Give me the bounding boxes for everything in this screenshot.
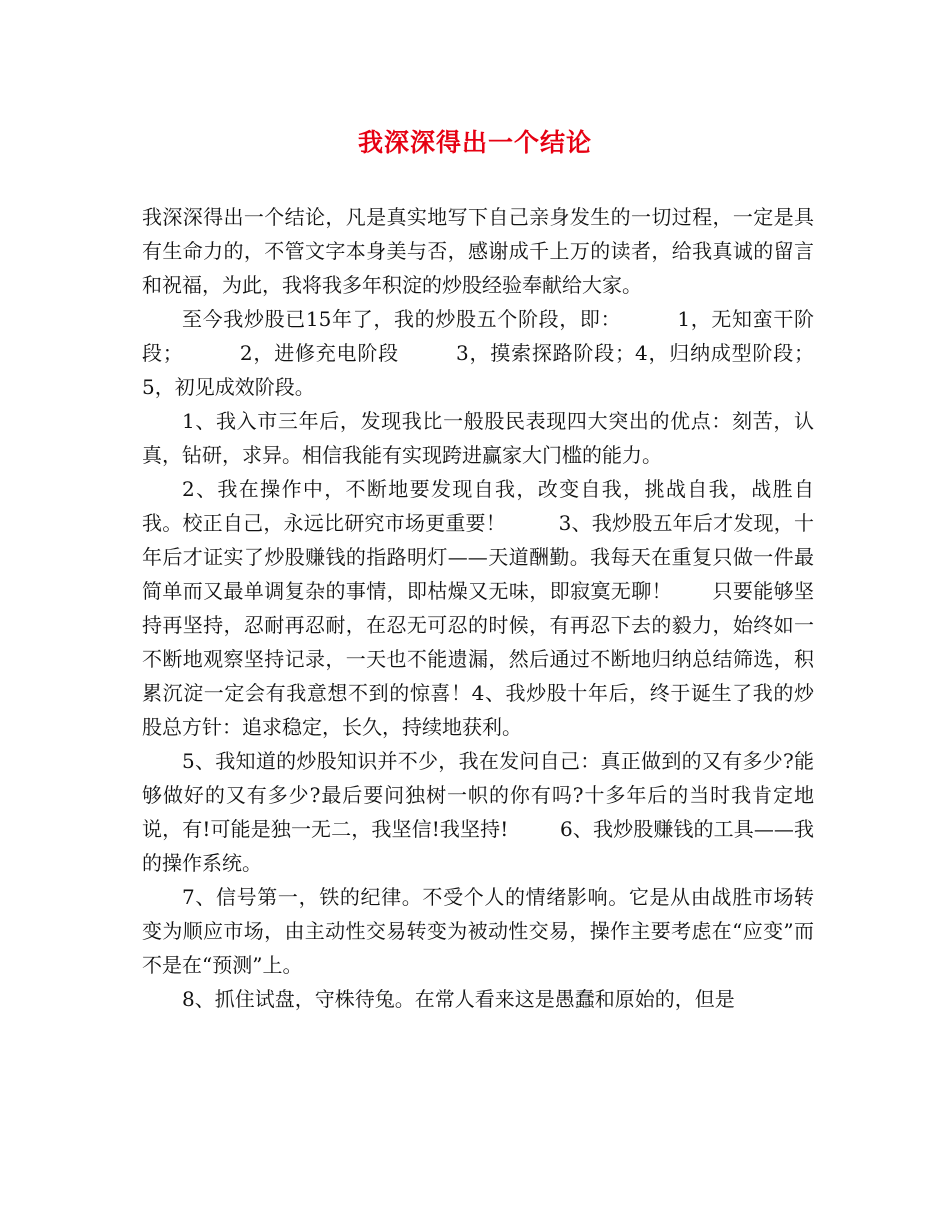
paragraph-intro: 我深深得出一个结论，凡是真实地写下自己亲身发生的一切过程，一定是具有生命力的，不管文字本身美与否，感谢成千上万的读者，给我真诚的留言和祝福，为此，我将我多年积淀的炒股经验奉献给大家。: [142, 205, 814, 297]
paragraph-point-8: 8、抓住试盘，守株待兔。在常人看来这是愚蠢和原始的，但是: [182, 987, 735, 1011]
document-title: 我深深得出一个结论: [357, 128, 592, 157]
paragraph-stages: 至今我炒股已15年了，我的炒股五个阶段，即： 1，无知蛮干阶段； 2，进修充电阶段 3，摸索探路阶段；4，归纳成型阶段； 5，初见成效阶段。: [142, 307, 853, 399]
paragraph-point-5-6: 5、我知道的炒股知识并不少，我在发问自己：真正做到的又有多少?能够做好的又有多少?最后要问独树一帜的你有吗?十多年后的当时我肯定地说，有!可能是独一无二，我坚信!我坚持! 6、我炒股赚钱的工具——我的操作系统。: [142, 749, 814, 875]
paragraph-point-2-4: 2、我在操作中，不断地要发现自我，改变自我，挑战自我，战胜自我。校正自己，永远比研究市场更重要！ 3、我炒股五年后才发现，十年后才证实了炒股赚钱的指路明灯——天道酬勤。我每天在重复只做一件最简单而又最单调复杂的事情，即枯燥又无味，即寂寞无聊！ 只要能够坚持再坚持，忍耐再忍耐，在忍无可忍的时候，有再忍下去的毅力，始终如一不断地观察坚持记录，一天也不能遗漏，然后通过不断地归纳总结筛选，积累沉淀一定会有我意想不到的惊喜！4、我炒股十年后，终于诞生了我的炒股总方针：追求稳定，长久，持续地获利。: [142, 477, 814, 739]
paragraph-point-7: 7、信号第一，铁的纪律。不受个人的情绪影响。它是从由战胜市场转变为顺应市场，由主动性交易转变为被动性交易，操作主要考虑在“应变”而不是在“预测”上。: [142, 885, 814, 977]
paragraph-point-1: 1、我入市三年后，发现我比一般股民表现四大突出的优点：刻苦，认真，钻研，求异。相信我能有实现跨进赢家大门槛的能力。: [142, 409, 814, 467]
document-body: [142, 200, 853, 1016]
